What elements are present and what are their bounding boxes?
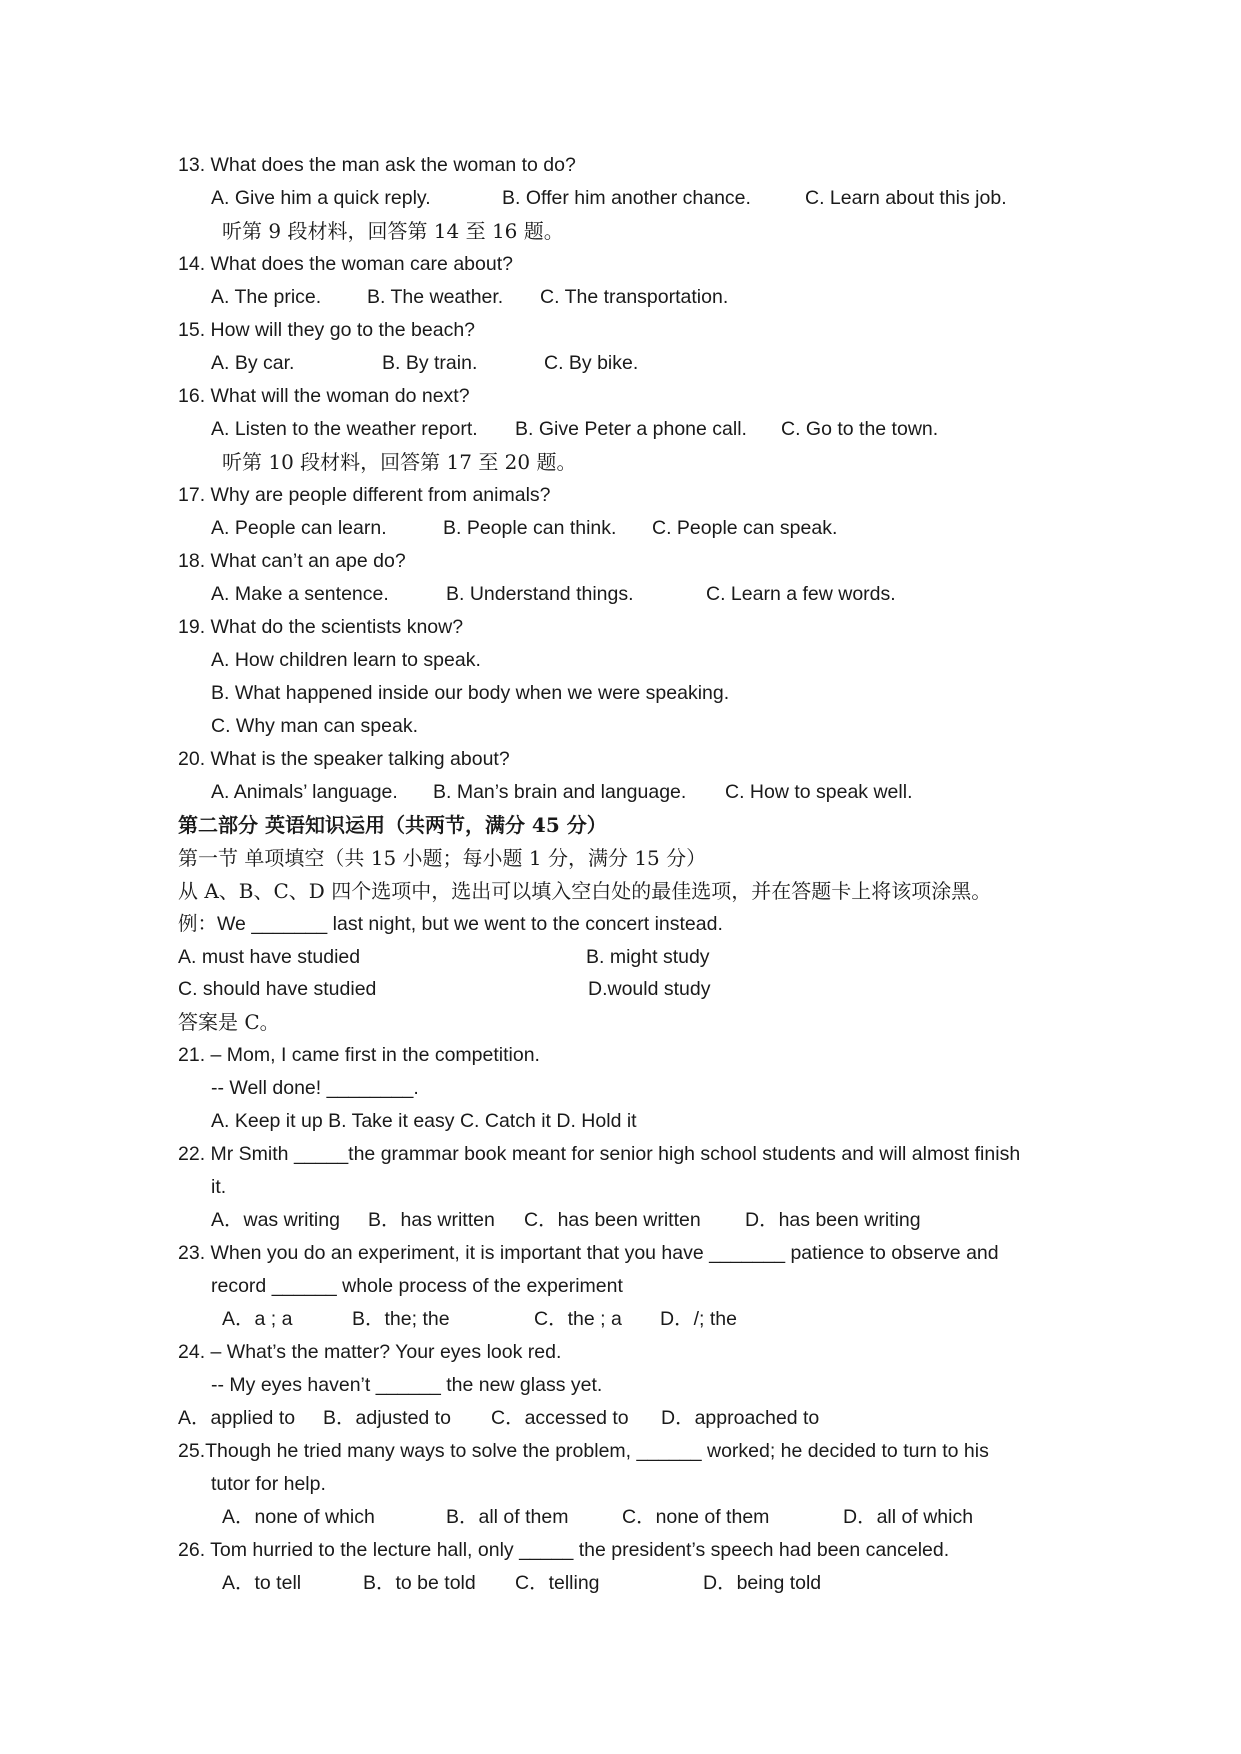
question-15-option-b: B. By train. [382, 352, 478, 374]
question-13-option-b: B. Offer him another chance. [502, 187, 751, 209]
question-14-option-a: A. The price. [211, 286, 322, 308]
section-1-instructions: 从 A、B、C、D 四个选项中，选出可以填入空白处的最佳选项，并在答题卡上将该项涂黑。 [178, 879, 992, 903]
question-17-option-c: C. People can speak. [652, 517, 838, 539]
question-16-stem: 16. What will the woman do next? [178, 385, 470, 407]
example-option-a: A. must have studied [178, 946, 361, 968]
question-26-option-b: B．to be told [363, 1572, 476, 1594]
question-21-line-2: -- Well done! ________. [211, 1077, 419, 1099]
question-22-line-2: it. [211, 1176, 227, 1198]
question-18-option-b: B. Understand things. [446, 583, 634, 605]
question-20-option-c: C. How to speak well. [725, 781, 913, 803]
question-14-option-c: C. The transportation. [540, 286, 729, 308]
question-25-option-b: B．all of them [446, 1506, 569, 1528]
question-25-line-1: 25.Though he tried many ways to solve the problem, ______ worked; he decided to turn to his [178, 1440, 989, 1462]
example-option-c: C. should have studied [178, 978, 377, 1000]
question-16-option-b: B. Give Peter a phone call. [515, 418, 747, 440]
question-16-option-a: A. Listen to the weather report. [211, 418, 478, 440]
question-26-line-1: 26. Tom hurried to the lecture hall, only _____ the president’s speech had been canceled. [178, 1539, 950, 1561]
question-20-option-a: A. Animals’ language. [211, 781, 398, 803]
question-25-option-c: C．none of them [622, 1506, 770, 1528]
question-23-option-a: A．a ; a [222, 1308, 293, 1330]
question-13-option-c: C. Learn about this job. [805, 187, 1007, 209]
question-17-stem: 17. Why are people different from animals? [178, 484, 551, 506]
example-stem: 例：We _______ last night, but we went to the concert instead. [178, 913, 723, 935]
question-19-option-c: C. Why man can speak. [211, 715, 418, 737]
question-22-line-1: 22. Mr Smith _____the grammar book meant for senior high school students and will almost finish [178, 1143, 1021, 1165]
question-24-option-b: B．adjusted to [323, 1407, 451, 1429]
example-option-b: B. might study [586, 946, 710, 968]
question-26-option-c: C．telling [515, 1572, 600, 1594]
question-15-option-c: C. By bike. [544, 352, 639, 374]
question-20-stem: 20. What is the speaker talking about? [178, 748, 510, 770]
question-14-stem: 14. What does the woman care about? [178, 253, 513, 275]
question-15-stem: 15. How will they go to the beach? [178, 319, 476, 341]
section-1-title: 第一节 单项填空（共 15 小题；每小题 1 分，满分 15 分） [178, 846, 707, 870]
example-option-d: D.would study [588, 978, 711, 1000]
question-25-option-a: A．none of which [222, 1506, 375, 1528]
question-13-stem: 13. What does the man ask the woman to do? [178, 154, 576, 176]
question-17-option-a: A. People can learn. [211, 517, 387, 539]
section-9-instruction: 听第 9 段材料，回答第 14 至 16 题。 [222, 219, 564, 243]
question-16-option-c: C. Go to the town. [781, 418, 939, 440]
question-22-option-c: C．has been written [524, 1209, 701, 1231]
question-14-option-b: B. The weather. [367, 286, 504, 308]
question-24-line-2: -- My eyes haven’t ______ the new glass yet. [211, 1374, 603, 1396]
question-20-option-b: B. Man’s brain and language. [433, 781, 687, 803]
question-26-option-d: D．being told [703, 1572, 822, 1594]
question-23-option-c: C．the ; a [534, 1308, 622, 1330]
example-answer: 答案是 C。 [178, 1010, 280, 1034]
question-22-option-b: B．has written [368, 1209, 495, 1231]
question-23-option-b: B．the; the [352, 1308, 450, 1330]
part-2-title: 第二部分 英语知识运用（共两节，满分 45 分） [178, 813, 607, 837]
question-24-option-d: D．approached to [661, 1407, 820, 1429]
question-23-line-1: 23. When you do an experiment, it is important that you have _______ patience to observe and [178, 1242, 999, 1264]
section-10-instruction: 听第 10 段材料，回答第 17 至 20 题。 [222, 450, 577, 474]
question-25-line-2: tutor for help. [211, 1473, 326, 1495]
question-21-line-1: 21. – Mom, I came first in the competition. [178, 1044, 540, 1066]
question-19-stem: 19. What do the scientists know? [178, 616, 464, 638]
question-26-option-a: A．to tell [222, 1572, 302, 1594]
question-24-line-1: 24. – What’s the matter? Your eyes look red. [178, 1341, 562, 1363]
question-21-options: A. Keep it up B. Take it easy C. Catch it D. Hold it [211, 1110, 637, 1132]
question-25-option-d: D．all of which [843, 1506, 974, 1528]
question-18-option-a: A. Make a sentence. [211, 583, 389, 605]
question-24-option-a: A．applied to [178, 1407, 296, 1429]
question-18-option-c: C. Learn a few words. [706, 583, 896, 605]
question-19-option-a: A. How children learn to speak. [211, 649, 481, 671]
question-22-option-d: D．has been writing [745, 1209, 921, 1231]
question-23-line-2: record ______ whole process of the experiment [211, 1275, 623, 1297]
question-19-option-b: B. What happened inside our body when we were speaking. [211, 682, 730, 704]
question-13-option-a: A. Give him a quick reply. [211, 187, 431, 209]
question-22-option-a: A．was writing [211, 1209, 340, 1231]
question-18-stem: 18. What can’t an ape do? [178, 550, 406, 572]
question-23-option-d: D．/; the [660, 1308, 737, 1330]
question-15-option-a: A. By car. [211, 352, 295, 374]
question-17-option-b: B. People can think. [443, 517, 617, 539]
question-24-option-c: C．accessed to [491, 1407, 629, 1429]
